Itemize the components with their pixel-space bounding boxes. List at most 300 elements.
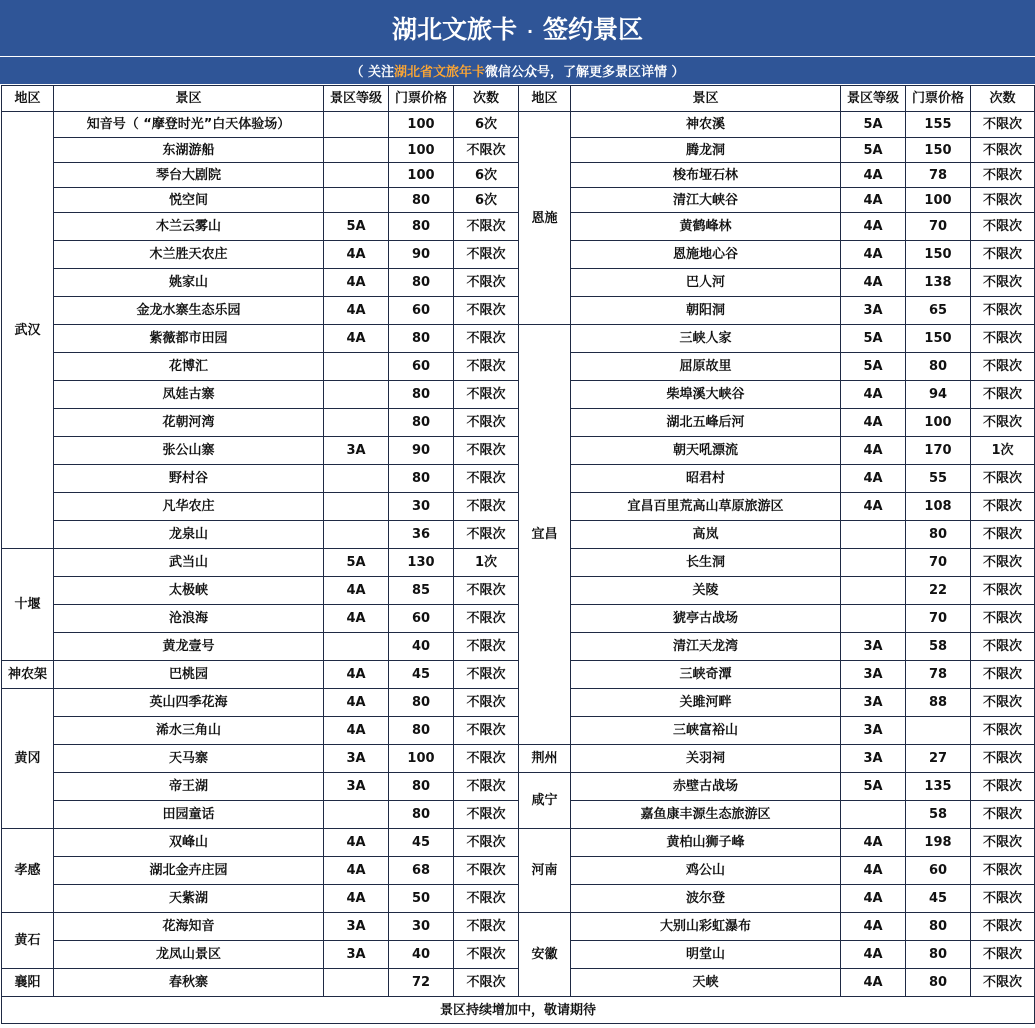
spot-name: 双峰山 — [54, 829, 324, 857]
spot-name: 神农溪 — [571, 112, 841, 138]
spot-price: 70 — [906, 549, 971, 577]
spot-price: 85 — [389, 577, 454, 605]
spot-level — [324, 381, 389, 409]
spot-price: 100 — [389, 745, 454, 773]
table-row — [2, 661, 1035, 689]
spot-price: 58 — [906, 801, 971, 829]
region-cell: 孝感 — [2, 829, 54, 913]
column-header-times-left: 次数 — [454, 86, 519, 112]
spot-level: 4A — [841, 829, 906, 857]
table-row — [2, 605, 1035, 633]
spot-level: 5A — [324, 213, 389, 241]
spot-price: 45 — [389, 661, 454, 689]
spot-name: 木兰云雾山 — [54, 213, 324, 241]
spot-name: 三峡奇潭 — [571, 661, 841, 689]
spot-name: 紫薇都市田园 — [54, 325, 324, 353]
spot-name: 野村谷 — [54, 465, 324, 493]
page-title: 湖北文旅卡 — [391, 15, 517, 44]
spot-name: 春秋寨 — [54, 969, 324, 997]
spot-level: 4A — [841, 188, 906, 213]
table-row — [2, 213, 1035, 241]
spot-times: 不限次 — [454, 801, 519, 829]
spot-level: 5A — [841, 353, 906, 381]
spot-name: 湖北金卉庄园 — [54, 857, 324, 885]
spot-price: 40 — [389, 941, 454, 969]
spot-name: 木兰胜天农庄 — [54, 241, 324, 269]
spot-name: 巴人河 — [571, 269, 841, 297]
spot-price: 138 — [906, 269, 971, 297]
spot-name: 腾龙洞 — [571, 138, 841, 163]
spot-price: 170 — [906, 437, 971, 465]
spot-times: 不限次 — [454, 745, 519, 773]
spot-times: 不限次 — [454, 437, 519, 465]
region-cell: 咸宁 — [519, 773, 571, 829]
spot-price: 45 — [906, 885, 971, 913]
spot-price: 70 — [906, 605, 971, 633]
table-row — [2, 409, 1035, 437]
spot-price: 100 — [389, 138, 454, 163]
spot-name: 沧浪海 — [54, 605, 324, 633]
region-cell: 襄阳 — [2, 969, 54, 997]
spot-times: 不限次 — [971, 773, 1035, 801]
spot-price: 55 — [906, 465, 971, 493]
spot-times: 不限次 — [454, 409, 519, 437]
spot-name: 恩施地心谷 — [571, 241, 841, 269]
spot-price: 68 — [389, 857, 454, 885]
spot-name: 清江大峡谷 — [571, 188, 841, 213]
page-title-right: 签约景区 — [543, 15, 644, 44]
spot-times: 1次 — [454, 549, 519, 577]
spot-price: 94 — [906, 381, 971, 409]
spot-level: 3A — [324, 745, 389, 773]
spot-price: 80 — [389, 381, 454, 409]
spot-times: 不限次 — [454, 773, 519, 801]
spot-name: 悦空间 — [54, 188, 324, 213]
spot-level: 4A — [324, 829, 389, 857]
spot-level — [324, 465, 389, 493]
spot-times: 不限次 — [971, 829, 1035, 857]
spot-times: 不限次 — [454, 633, 519, 661]
table-row — [2, 633, 1035, 661]
spot-level: 4A — [841, 969, 906, 997]
spot-times: 不限次 — [971, 465, 1035, 493]
spot-price: 80 — [389, 213, 454, 241]
table-row — [2, 297, 1035, 325]
spot-name: 天紫湖 — [54, 885, 324, 913]
table-row — [2, 885, 1035, 913]
spot-times: 不限次 — [971, 857, 1035, 885]
spot-price: 80 — [389, 465, 454, 493]
spot-name: 姚家山 — [54, 269, 324, 297]
spot-price: 100 — [389, 163, 454, 188]
spot-times: 不限次 — [454, 717, 519, 745]
subtitle-highlight: 湖北省文旅年卡 — [393, 65, 485, 80]
table-row — [2, 857, 1035, 885]
table-row — [2, 188, 1035, 213]
region-cell: 安徽 — [519, 913, 571, 997]
spot-price: 27 — [906, 745, 971, 773]
spot-name: 朝阳洞 — [571, 297, 841, 325]
spot-times: 不限次 — [971, 941, 1035, 969]
subtitle-pre: （ 关注 — [350, 65, 394, 80]
spot-level — [324, 409, 389, 437]
spot-times: 不限次 — [454, 465, 519, 493]
table-row — [2, 437, 1035, 465]
spot-name: 嘉鱼康丰源生态旅游区 — [571, 801, 841, 829]
spot-times: 不限次 — [454, 857, 519, 885]
spot-times: 不限次 — [971, 112, 1035, 138]
spot-level: 3A — [324, 773, 389, 801]
spot-name: 东湖游船 — [54, 138, 324, 163]
spot-price: 78 — [906, 163, 971, 188]
spot-level: 5A — [841, 112, 906, 138]
spot-price: 80 — [906, 969, 971, 997]
spot-level — [841, 577, 906, 605]
spot-price: 40 — [389, 633, 454, 661]
spot-times: 不限次 — [454, 325, 519, 353]
table-row — [2, 112, 1035, 138]
table-row — [2, 773, 1035, 801]
spot-price: 22 — [906, 577, 971, 605]
spot-name: 田园童话 — [54, 801, 324, 829]
spot-name: 花博汇 — [54, 353, 324, 381]
spot-times: 1次 — [971, 437, 1035, 465]
spot-price: 90 — [389, 241, 454, 269]
spot-price: 150 — [906, 138, 971, 163]
spot-level — [324, 138, 389, 163]
footer-note: 景区持续增加中，敬请期待 — [2, 997, 1035, 1024]
spot-times: 不限次 — [454, 913, 519, 941]
spot-level — [841, 605, 906, 633]
spot-name: 屈原故里 — [571, 353, 841, 381]
column-header-price-left: 门票价格 — [389, 86, 454, 112]
spot-name: 浠水三角山 — [54, 717, 324, 745]
spot-price: 155 — [906, 112, 971, 138]
spot-name: 太极峡 — [54, 577, 324, 605]
spot-level: 4A — [841, 885, 906, 913]
spot-times: 不限次 — [454, 353, 519, 381]
spot-times: 不限次 — [971, 913, 1035, 941]
spot-name: 龙泉山 — [54, 521, 324, 549]
spot-name: 花朝河湾 — [54, 409, 324, 437]
table-body — [2, 86, 1035, 1024]
spot-name: 关羽祠 — [571, 745, 841, 773]
spot-times: 不限次 — [971, 138, 1035, 163]
spot-name: 金龙水寨生态乐园 — [54, 297, 324, 325]
spot-times: 不限次 — [971, 521, 1035, 549]
column-header-spot-left: 景区 — [54, 86, 324, 112]
region-cell: 黄冈 — [2, 689, 54, 829]
table-row — [2, 577, 1035, 605]
table-row — [2, 521, 1035, 549]
spot-name: 黄柏山狮子峰 — [571, 829, 841, 857]
spot-level: 4A — [324, 325, 389, 353]
spot-name: 大别山彩虹瀑布 — [571, 913, 841, 941]
table-row — [2, 241, 1035, 269]
spot-level: 4A — [841, 409, 906, 437]
spot-name: 知音号（ “摩登时光”白天体验场） — [54, 112, 324, 138]
spot-name: 鸡公山 — [571, 857, 841, 885]
table-row — [2, 269, 1035, 297]
table-row — [2, 829, 1035, 857]
region-cell: 恩施 — [519, 112, 571, 325]
spot-times: 不限次 — [971, 577, 1035, 605]
spot-name: 湖北五峰后河 — [571, 409, 841, 437]
header-row — [2, 86, 1035, 112]
title-separator: · — [526, 21, 534, 41]
region-cell: 河南 — [519, 829, 571, 913]
spot-level — [841, 549, 906, 577]
spot-price: 108 — [906, 493, 971, 521]
region-cell: 宜昌 — [519, 325, 571, 745]
column-header-spot-right: 景区 — [571, 86, 841, 112]
spot-times: 6次 — [454, 163, 519, 188]
spot-price: 80 — [389, 773, 454, 801]
spot-price: 80 — [389, 717, 454, 745]
spot-level: 4A — [324, 689, 389, 717]
spot-level: 4A — [324, 269, 389, 297]
spot-level: 4A — [841, 913, 906, 941]
spot-level: 4A — [841, 213, 906, 241]
spot-level: 3A — [841, 661, 906, 689]
spot-name: 凤娃古寨 — [54, 381, 324, 409]
spot-name: 宜昌百里荒高山草原旅游区 — [571, 493, 841, 521]
spot-price: 58 — [906, 633, 971, 661]
spot-times: 不限次 — [971, 353, 1035, 381]
subtitle-post: 微信公众号，了解更多景区详情 ） — [485, 65, 685, 80]
spot-times: 不限次 — [454, 381, 519, 409]
spot-price: 150 — [906, 241, 971, 269]
spot-level: 3A — [324, 913, 389, 941]
column-header-level-left: 景区等级 — [324, 86, 389, 112]
spot-times: 不限次 — [971, 188, 1035, 213]
spot-level — [841, 801, 906, 829]
spot-times: 不限次 — [971, 241, 1035, 269]
spot-times: 不限次 — [454, 829, 519, 857]
spot-price: 80 — [389, 325, 454, 353]
spot-level — [324, 353, 389, 381]
spot-price: 198 — [906, 829, 971, 857]
spot-times: 不限次 — [454, 661, 519, 689]
spot-name: 朝天吼漂流 — [571, 437, 841, 465]
spot-level — [324, 521, 389, 549]
spot-level: 4A — [324, 717, 389, 745]
spot-level: 4A — [841, 163, 906, 188]
spot-times: 不限次 — [454, 521, 519, 549]
spot-name: 英山四季花海 — [54, 689, 324, 717]
table-row — [2, 353, 1035, 381]
spot-level: 4A — [324, 857, 389, 885]
spot-name: 关雎河畔 — [571, 689, 841, 717]
spot-level: 4A — [841, 241, 906, 269]
spot-name: 巴桃园 — [54, 661, 324, 689]
spot-level: 3A — [324, 941, 389, 969]
spot-price: 60 — [389, 353, 454, 381]
spot-level: 4A — [841, 437, 906, 465]
spot-name: 三峡富裕山 — [571, 717, 841, 745]
spot-level: 4A — [841, 493, 906, 521]
spot-level: 3A — [841, 689, 906, 717]
spot-times: 不限次 — [454, 213, 519, 241]
spot-times: 不限次 — [454, 577, 519, 605]
table-row — [2, 163, 1035, 188]
spot-name: 长生洞 — [571, 549, 841, 577]
spot-times: 不限次 — [971, 381, 1035, 409]
spot-level — [324, 801, 389, 829]
table-row — [2, 689, 1035, 717]
spot-times: 不限次 — [971, 717, 1035, 745]
spot-times: 不限次 — [454, 269, 519, 297]
spot-times: 不限次 — [971, 605, 1035, 633]
spot-times: 不限次 — [971, 689, 1035, 717]
spot-price: 60 — [389, 605, 454, 633]
spot-name: 龙凤山景区 — [54, 941, 324, 969]
spot-level — [841, 521, 906, 549]
spot-name: 天峡 — [571, 969, 841, 997]
spot-times: 不限次 — [971, 409, 1035, 437]
spot-price: 80 — [389, 188, 454, 213]
spot-price: 100 — [389, 112, 454, 138]
table-row — [2, 969, 1035, 997]
spot-times: 不限次 — [971, 969, 1035, 997]
spot-level: 5A — [324, 549, 389, 577]
spot-times: 不限次 — [454, 605, 519, 633]
spot-name: 赤壁古战场 — [571, 773, 841, 801]
footer-row — [2, 997, 1035, 1024]
spot-times: 不限次 — [454, 885, 519, 913]
spot-level: 3A — [841, 717, 906, 745]
spot-price: 72 — [389, 969, 454, 997]
spot-price: 80 — [389, 269, 454, 297]
spot-price: 80 — [906, 353, 971, 381]
spot-price — [906, 717, 971, 745]
table-row — [2, 325, 1035, 353]
spot-times: 不限次 — [971, 661, 1035, 689]
spot-name: 黄鹤峰林 — [571, 213, 841, 241]
spot-name: 明堂山 — [571, 941, 841, 969]
spot-times: 不限次 — [971, 163, 1035, 188]
spot-level — [324, 188, 389, 213]
spot-times: 6次 — [454, 112, 519, 138]
column-header-region-right: 地区 — [519, 86, 571, 112]
spot-price: 80 — [906, 913, 971, 941]
table-row — [2, 381, 1035, 409]
spot-level: 5A — [841, 138, 906, 163]
spot-name: 清江天龙湾 — [571, 633, 841, 661]
spot-name: 黄龙壹号 — [54, 633, 324, 661]
subtitle-bar — [0, 57, 1035, 84]
spot-price: 80 — [906, 521, 971, 549]
spot-name: 凡华农庄 — [54, 493, 324, 521]
spot-price: 80 — [389, 689, 454, 717]
spot-times: 不限次 — [971, 269, 1035, 297]
spot-level: 3A — [841, 297, 906, 325]
spot-times: 不限次 — [454, 493, 519, 521]
spot-times: 不限次 — [971, 549, 1035, 577]
spot-level — [324, 163, 389, 188]
spot-level: 4A — [324, 297, 389, 325]
spot-level — [324, 633, 389, 661]
spot-price: 80 — [389, 409, 454, 437]
spot-level: 4A — [841, 269, 906, 297]
spot-times: 不限次 — [971, 297, 1035, 325]
spot-name: 武当山 — [54, 549, 324, 577]
spot-price: 100 — [906, 409, 971, 437]
spot-level: 4A — [841, 465, 906, 493]
spot-times: 不限次 — [971, 325, 1035, 353]
region-cell: 武汉 — [2, 112, 54, 549]
spot-level: 5A — [841, 773, 906, 801]
spot-price: 90 — [389, 437, 454, 465]
table-row — [2, 941, 1035, 969]
spot-times: 不限次 — [454, 241, 519, 269]
spot-level: 3A — [841, 745, 906, 773]
spot-name: 天马寨 — [54, 745, 324, 773]
spot-name: 猇亭古战场 — [571, 605, 841, 633]
spot-level: 4A — [841, 381, 906, 409]
spot-times: 不限次 — [971, 885, 1035, 913]
spot-name: 琴台大剧院 — [54, 163, 324, 188]
region-cell: 神农架 — [2, 661, 54, 689]
scenic-spot-table — [1, 85, 1035, 1024]
spot-times: 不限次 — [971, 745, 1035, 773]
spot-level: 3A — [841, 633, 906, 661]
spot-price: 45 — [389, 829, 454, 857]
spot-price: 150 — [906, 325, 971, 353]
table-row — [2, 465, 1035, 493]
spot-price: 50 — [389, 885, 454, 913]
spot-name: 高岚 — [571, 521, 841, 549]
column-header-times-right: 次数 — [971, 86, 1035, 112]
spot-name: 梭布垭石林 — [571, 163, 841, 188]
spot-price: 130 — [389, 549, 454, 577]
spot-level — [324, 493, 389, 521]
spot-times: 不限次 — [454, 941, 519, 969]
spot-times: 不限次 — [971, 213, 1035, 241]
spot-price: 78 — [906, 661, 971, 689]
table-row — [2, 493, 1035, 521]
spot-times: 不限次 — [454, 969, 519, 997]
spot-level: 4A — [841, 941, 906, 969]
spot-name: 花海知音 — [54, 913, 324, 941]
spot-name: 三峡人家 — [571, 325, 841, 353]
spot-price: 65 — [906, 297, 971, 325]
spot-level: 4A — [841, 857, 906, 885]
spot-price: 60 — [389, 297, 454, 325]
spot-price: 70 — [906, 213, 971, 241]
spot-name: 张公山寨 — [54, 437, 324, 465]
spot-price: 80 — [906, 941, 971, 969]
spot-level — [324, 969, 389, 997]
table-row — [2, 549, 1035, 577]
spot-times: 不限次 — [454, 297, 519, 325]
table-row — [2, 913, 1035, 941]
spot-level: 4A — [324, 241, 389, 269]
spot-times: 不限次 — [971, 493, 1035, 521]
spot-price: 36 — [389, 521, 454, 549]
column-header-level-right: 景区等级 — [841, 86, 906, 112]
spot-times: 6次 — [454, 188, 519, 213]
spot-name: 关陵 — [571, 577, 841, 605]
table-row — [2, 801, 1035, 829]
spot-price: 30 — [389, 493, 454, 521]
spot-name: 昭君村 — [571, 465, 841, 493]
spot-level: 4A — [324, 885, 389, 913]
spot-level: 4A — [324, 661, 389, 689]
column-header-price-right: 门票价格 — [906, 86, 971, 112]
table-row — [2, 138, 1035, 163]
spot-level: 4A — [324, 577, 389, 605]
